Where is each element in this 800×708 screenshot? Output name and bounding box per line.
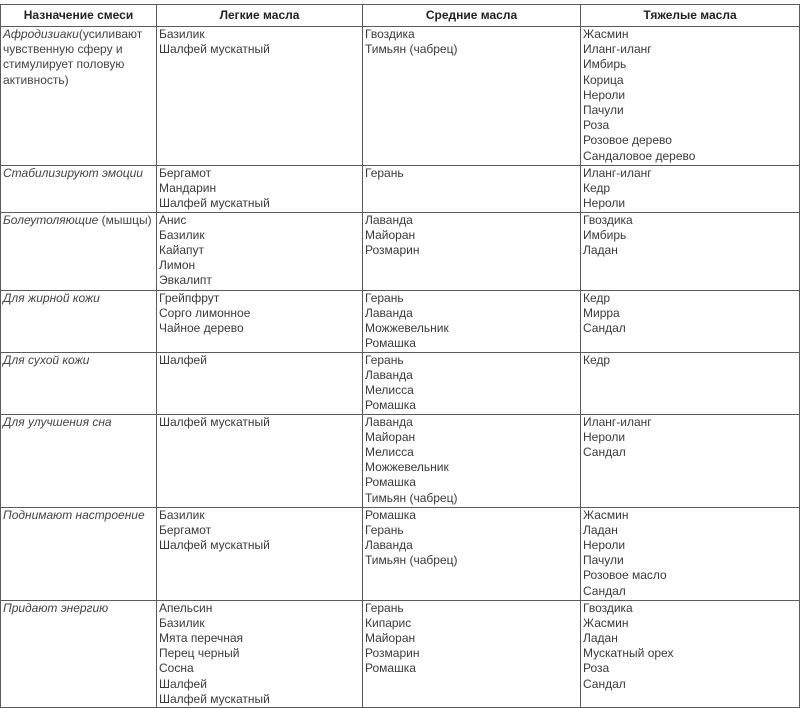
oil-item: Лаванда xyxy=(365,367,413,382)
purpose-cell xyxy=(1,352,157,414)
purpose-text xyxy=(3,291,156,306)
oil-item: Базилик xyxy=(159,27,205,41)
oil-item: Розмарин xyxy=(365,243,420,258)
oil-item: Имбирь xyxy=(583,57,627,72)
heavy-oils-cell xyxy=(581,166,800,213)
header-row xyxy=(1,5,800,27)
oil-item: Перец черный xyxy=(159,646,240,661)
oil-item: Мускатный орех xyxy=(583,646,674,661)
heavy-oils-cell xyxy=(581,600,800,707)
oil-item: Эвкалипт xyxy=(159,273,212,288)
oil-item: Базилик xyxy=(159,615,205,630)
oil-item: Чайное дерево xyxy=(159,321,244,336)
oil-item: Нероли xyxy=(583,87,626,102)
oil-item: Кедр xyxy=(583,181,611,196)
medium-oils-cell xyxy=(363,166,581,213)
oil-item: Шалфей мускатный xyxy=(159,42,270,57)
purpose-label: Для сухой кожи xyxy=(3,352,90,367)
purpose-cell xyxy=(1,600,157,707)
oil-item: Ромашка xyxy=(365,661,416,676)
oil-item: Ладан xyxy=(583,243,618,258)
light-oils-cell xyxy=(157,507,363,600)
oil-item: Розмарин xyxy=(365,646,420,661)
oil-item: Нероли xyxy=(583,196,626,211)
oil-item: Мелисса xyxy=(365,383,414,398)
oil-item: Мята перечная xyxy=(159,631,244,646)
purpose-label: Поднимают настроение xyxy=(3,507,145,522)
oil-item: Мирра xyxy=(583,305,620,320)
oil-item: Иланг-иланг xyxy=(583,166,652,180)
oil-item: Кедр xyxy=(583,352,611,367)
oil-item: Майоран xyxy=(365,631,416,646)
oil-item: Базилик xyxy=(159,227,205,242)
oil-item: Лаванда xyxy=(365,414,413,429)
table-row xyxy=(1,507,800,600)
purpose-note: (мышцы) xyxy=(98,212,152,227)
purpose-cell xyxy=(1,290,157,352)
header-medium-oils: Средние масла xyxy=(363,5,581,27)
oil-item: Жасмин xyxy=(583,615,629,630)
medium-oils-cell xyxy=(363,27,581,166)
purpose-cell xyxy=(1,507,157,600)
light-oils-cell xyxy=(157,290,363,352)
heavy-oils-cell xyxy=(581,290,800,352)
oil-item: Бергамот xyxy=(159,166,212,180)
oil-item: Лимон xyxy=(159,258,196,273)
oil-item: Розовое масло xyxy=(583,568,667,583)
oil-item: Кипарис xyxy=(365,615,412,630)
oil-item: Апельсин xyxy=(159,600,213,615)
oil-item: Ромашка xyxy=(365,336,416,351)
purpose-text xyxy=(3,213,156,228)
purpose-text xyxy=(3,353,156,368)
oil-item: Розовое дерево xyxy=(583,133,672,148)
oil-item: Пачули xyxy=(583,553,624,568)
purpose-text xyxy=(3,508,156,523)
table-row xyxy=(1,212,800,290)
oil-item: Иланг-иланг xyxy=(583,42,652,57)
oil-item: Майоран xyxy=(365,227,416,242)
oil-item: Гвоздика xyxy=(583,600,633,615)
purpose-label: Болеутоляющие xyxy=(3,212,99,227)
oil-item: Сандаловое дерево xyxy=(583,148,696,163)
oil-item: Шалфей xyxy=(159,352,207,367)
purpose-text xyxy=(3,415,156,430)
oil-item: Шалфей мускатный xyxy=(159,691,270,706)
oil-item: Шалфей мускатный xyxy=(159,196,270,211)
oil-item: Нероли xyxy=(583,429,626,444)
oil-item: Шалфей xyxy=(159,676,207,691)
oil-item: Гвоздика xyxy=(365,27,415,41)
table-row xyxy=(1,290,800,352)
oil-item: Герань xyxy=(365,166,404,180)
medium-oils-cell xyxy=(363,352,581,414)
light-oils-cell xyxy=(157,27,363,166)
oil-item: Тимьян (чабрец) xyxy=(365,42,458,57)
oil-item: Базилик xyxy=(159,507,205,522)
heavy-oils-cell xyxy=(581,212,800,290)
oil-item: Ладан xyxy=(583,631,618,646)
heavy-oils-cell xyxy=(581,507,800,600)
purpose-text xyxy=(3,601,156,616)
oil-item: Пачули xyxy=(583,103,624,118)
table-row xyxy=(1,166,800,213)
oil-item: Грейпфрут xyxy=(159,290,220,305)
oil-item: Бергамот xyxy=(159,522,212,537)
purpose-text xyxy=(3,166,156,181)
purpose-cell xyxy=(1,212,157,290)
heavy-oils-cell xyxy=(581,352,800,414)
oil-item: Сосна xyxy=(159,661,194,676)
purpose-text xyxy=(3,27,156,88)
oil-item: Имбирь xyxy=(583,227,627,242)
oil-item: Кайапут xyxy=(159,243,205,258)
oil-item: Гвоздика xyxy=(583,212,633,227)
oil-item: Сандал xyxy=(583,676,626,691)
medium-oils-cell xyxy=(363,600,581,707)
oil-item: Корица xyxy=(583,72,624,87)
table-row xyxy=(1,600,800,707)
oil-item: Шалфей мускатный xyxy=(159,538,270,553)
oil-item: Герань xyxy=(365,352,404,367)
oil-item: Можжевельник xyxy=(365,321,449,336)
heavy-oils-cell xyxy=(581,27,800,166)
oil-item: Шалфей мускатный xyxy=(159,414,270,429)
oil-item: Кедр xyxy=(583,290,611,305)
oil-blends-table xyxy=(0,4,800,708)
medium-oils-cell xyxy=(363,507,581,600)
oil-item: Ромашка xyxy=(365,507,416,522)
oil-item: Ромашка xyxy=(365,475,416,490)
oil-item: Ладан xyxy=(583,522,618,537)
header-light-oils: Легкие масла xyxy=(157,5,363,27)
light-oils-cell xyxy=(157,212,363,290)
oil-item: Герань xyxy=(365,600,404,615)
oil-item: Сорго лимонное xyxy=(159,305,251,320)
header-heavy-oils: Тяжелые масла xyxy=(581,5,800,27)
oil-item: Сандал xyxy=(583,321,626,336)
purpose-label: Для жирной кожи xyxy=(3,290,100,305)
purpose-cell xyxy=(1,414,157,507)
oil-item: Роза xyxy=(583,118,610,133)
purpose-label: Для улучшения сна xyxy=(3,414,112,429)
oil-item: Анис xyxy=(159,212,187,227)
medium-oils-cell xyxy=(363,212,581,290)
oil-item: Ромашка xyxy=(365,398,416,413)
medium-oils-cell xyxy=(363,290,581,352)
purpose-note: (усиливают чувственную сферу и стимулирует половую активность) xyxy=(3,27,143,87)
oil-item: Мелисса xyxy=(365,445,414,460)
oil-item: Лаванда xyxy=(365,538,413,553)
heavy-oils-cell xyxy=(581,414,800,507)
light-oils-cell xyxy=(157,414,363,507)
oil-item: Майоран xyxy=(365,429,416,444)
oil-item: Тимьян (чабрец) xyxy=(365,553,458,568)
table-row xyxy=(1,352,800,414)
light-oils-cell xyxy=(157,600,363,707)
oil-item: Герань xyxy=(365,522,404,537)
light-oils-cell xyxy=(157,166,363,213)
oil-item: Иланг-иланг xyxy=(583,414,652,429)
oil-item: Роза xyxy=(583,661,610,676)
purpose-cell xyxy=(1,27,157,166)
oil-item: Лаванда xyxy=(365,212,413,227)
oil-item: Герань xyxy=(365,290,404,305)
oil-item: Можжевельник xyxy=(365,460,449,475)
oil-item: Сандал xyxy=(583,445,626,460)
oil-item: Тимьян (чабрец) xyxy=(365,490,458,505)
header-purpose: Назначение смеси xyxy=(1,5,157,27)
purpose-cell xyxy=(1,166,157,213)
oil-item: Лаванда xyxy=(365,305,413,320)
light-oils-cell xyxy=(157,352,363,414)
table-row xyxy=(1,414,800,507)
purpose-label: Стабилизируют эмоции xyxy=(3,166,143,180)
purpose-label: Придают энергию xyxy=(3,600,109,615)
oil-item: Нероли xyxy=(583,538,626,553)
oil-item: Сандал xyxy=(583,583,626,598)
oil-item: Жасмин xyxy=(583,27,629,41)
oil-item: Жасмин xyxy=(583,507,629,522)
purpose-label: Афродизиаки xyxy=(3,27,79,41)
table-row xyxy=(1,27,800,166)
medium-oils-cell xyxy=(363,414,581,507)
oil-item: Мандарин xyxy=(159,181,217,196)
